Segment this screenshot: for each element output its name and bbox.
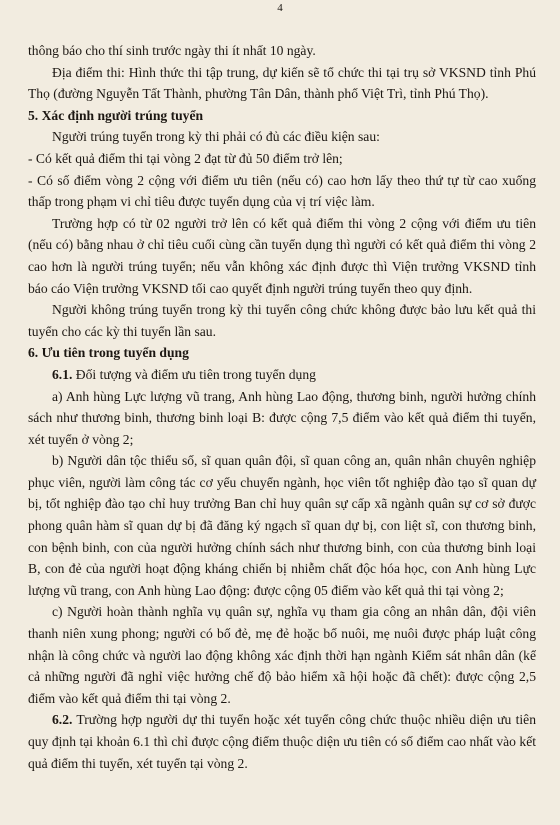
subsection-number: 6.2. (52, 712, 73, 728)
section-heading-5: 5. Xác định người trúng tuyển (28, 107, 204, 123)
document-body (28, 40, 536, 774)
subsection-text: Trường hợp người dự thi tuyển hoặc xét tuyển công chức thuộc nhiều diện ưu tiên quy định tại khoản 6.1 thì chỉ được cộng điểm thuộc diện ưu tiên có số điểm cao nhất vào kết quả điểm thi tuyển, xét tuyển tại vòng 2. (28, 712, 536, 771)
page-number: 4 (277, 2, 283, 14)
paragraph: Người không trúng tuyển trong kỳ thi tuyển công chức không được bảo lưu kết quả thi tuyển cho các kỳ thi tuyển lần sau. (28, 302, 536, 339)
paragraph: Người trúng tuyển trong kỳ thi phải có đủ các điều kiện sau: (52, 129, 380, 145)
paragraph-exam-location: Địa điểm thi: Hình thức thi tập trung, dự kiến sẽ tổ chức thi tại trụ sở VKSND tỉnh Phú Thọ (đường Nguyễn Tất Thành, phường Tân Dân, thành phố Việt Trì, tỉnh Phú Thọ). (28, 64, 536, 102)
subsection-number: 6.1. (52, 366, 73, 382)
subsection-6-2 (28, 709, 536, 774)
subsection-6-1 (28, 364, 536, 386)
subsection-title: Đối tượng và điểm ưu tiên trong tuyển dụng (72, 366, 316, 382)
list-item-a: a) Anh hùng Lực lượng vũ trang, Anh hùng Lao động, thương binh, người hưởng chính sách như thương binh, thương binh loại B: được cộng 7,5 điểm vào kết quả điểm thi tuyển, xét tuyển ở vòng 2; (28, 388, 536, 447)
paragraph: thông báo cho thí sinh trước ngày thi ít nhất 10 ngày. (28, 43, 316, 58)
section-heading-6: 6. Ưu tiên trong tuyển dụng (28, 345, 189, 361)
list-item: - Có số điểm vòng 2 cộng với điểm ưu tiên (nếu có) cao hơn lấy theo thứ tự từ cao xuống thấp trong phạm vi chỉ tiêu được tuyển dụng của vị trí việc làm. (28, 172, 536, 210)
list-item: - Có kết quả điểm thi tại vòng 2 đạt từ đủ 50 điểm trở lên; (28, 150, 343, 166)
list-item-b: b) Người dân tộc thiểu số, sĩ quan quân đội, sĩ quan công an, quân nhân chuyên nghiệp phục viên, người làm công tác cơ yếu chuyển ngành, học viên tốt nghiệp đào tạo sĩ quan dự bị, tốt nghiệp đào tạo chỉ huy trưởng Ban chỉ huy quân sự cấp xã ngành quân sự cơ sở được phong quân hàm sĩ quan dự bị đã đăng ký ngạch sĩ quan dự bị, con liệt sĩ, con thương binh, con bệnh binh, con của người hưởng chính sách như thương binh, con của thương binh loại B, con đẻ của người hoạt động kháng chiến bị nhiễm chất độc hóa học, con Anh hùng Lực lượng vũ trang, con Anh hùng Lao động: được cộng 05 điểm vào kết quả thi tại vòng 2; (28, 453, 536, 598)
paragraph: Trường hợp có từ 02 người trở lên có kết quả điểm thi vòng 2 cộng với điểm ưu tiên (nếu có) bằng nhau ở chỉ tiêu cuối cùng cần tuyển dụng thì người có kết quả điểm thi vòng 2 cao hơn là người trúng tuyển; nếu vẫn không xác định được thì Viện trưởng VKSND tỉnh báo cáo Viện trưởng VKSND tối cao quyết định người trúng tuyển theo quy định. (28, 215, 536, 296)
list-item-c: c) Người hoàn thành nghĩa vụ quân sự, nghĩa vụ tham gia công an nhân dân, đội viên thanh niên xung phong; người có bố đẻ, mẹ đẻ hoặc bố nuôi, mẹ nuôi được pháp luật công nhận là công chức và người lao động không xác định thời hạn ngành Kiểm sát nhân dân (kể cả những người đã nghỉ việc hưởng chế độ bảo hiểm xã hội hoặc đã chết): được cộng 2,5 điểm vào kết quả điểm thi tại vòng 2. (28, 604, 536, 706)
